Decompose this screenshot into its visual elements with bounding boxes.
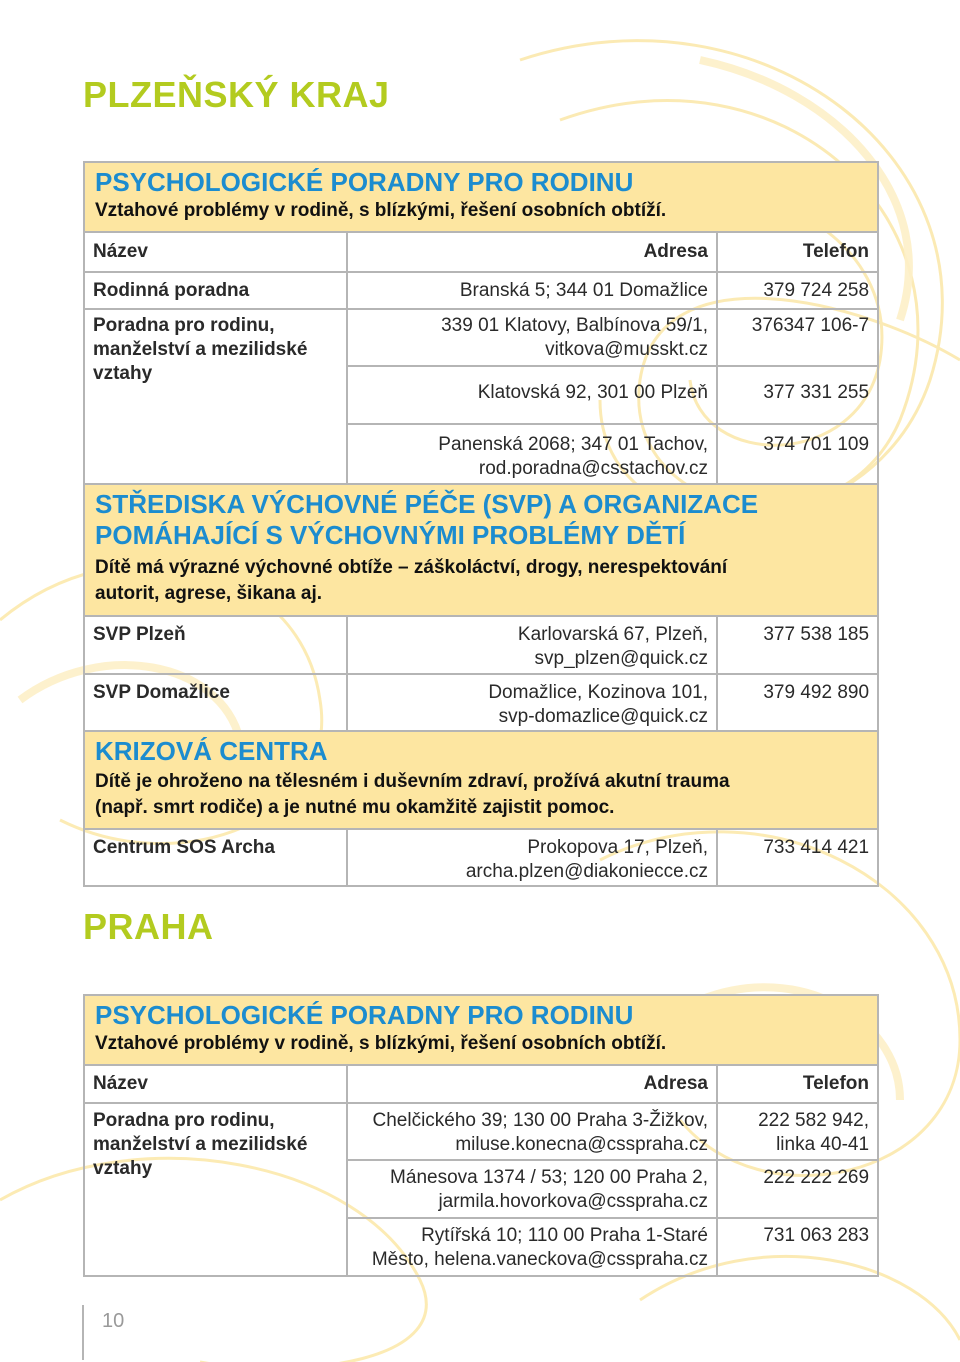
column-header-address: Adresa: [347, 1065, 717, 1103]
table-row: [84, 309, 878, 366]
address: Panenská 2068; 347 01 Tachov, rod.poradna@csstachov.cz: [347, 424, 717, 484]
column-header-phone: Telefon: [717, 1065, 878, 1103]
address: Chelčického 39; 130 00 Praha 3-Žižkov, miluse.konecna@csspraha.cz: [347, 1103, 717, 1160]
phone: 374 701 109: [717, 424, 878, 484]
section-subtitle: Dítě je ohroženo na tělesném i duševním zdraví, prožívá akutní trauma (např. smrt rodiče) a je nutné mu okamžitě zajistit pomoc.: [95, 771, 730, 818]
column-header-name: Název: [84, 232, 347, 272]
section-header-crisis: [84, 731, 878, 829]
page-number: 10: [102, 1310, 125, 1332]
organization-name: Centrum SOS Archa: [84, 829, 347, 886]
table-row: [84, 1103, 878, 1160]
phone: 379 492 890: [717, 674, 878, 731]
address: Prokopova 17, Plzeň, archa.plzen@diakoniecce.cz: [347, 829, 717, 886]
section-header-svp: [84, 484, 878, 616]
region-title-praha: PRAHA: [83, 906, 214, 947]
section-title: PSYCHOLOGICKÉ PORADNY PRO RODINU: [95, 167, 634, 197]
table-header-row: [84, 1065, 878, 1103]
organization-name: Poradna pro rodinu, manželství a mezilidské vztahy: [84, 1103, 347, 1276]
section-header-psych: [84, 995, 878, 1065]
plzen-directory-table: [83, 161, 879, 887]
page-number-rule: [82, 1305, 84, 1360]
column-header-name: Název: [84, 1065, 347, 1103]
phone: 376347 106-7: [717, 309, 878, 366]
address: Domažlice, Kozinova 101, svp-domazlice@quick.cz: [347, 674, 717, 731]
section-subtitle: Vztahové problémy v rodině, s blízkými, řešení osobních obtíží.: [95, 200, 667, 221]
address: Mánesova 1374 / 53; 120 00 Praha 2, jarmila.hovorkova@csspraha.cz: [347, 1160, 717, 1218]
section-title: STŘEDISKA VÝCHOVNÉ PÉČE (SVP) A ORGANIZACE POMÁHAJÍCÍ S VÝCHOVNÝMI PROBLÉMY DĚTÍ: [95, 489, 759, 550]
phone: 379 724 258: [717, 272, 878, 309]
table-header-row: [84, 232, 878, 272]
organization-name: SVP Domažlice: [84, 674, 347, 731]
phone: 731 063 283: [717, 1218, 878, 1276]
address: 339 01 Klatovy, Balbínova 59/1, vitkova@musskt.cz: [347, 309, 717, 366]
organization-name: Rodinná poradna: [84, 272, 347, 309]
organization-name: Poradna pro rodinu, manželství a mezilidské vztahy: [84, 309, 347, 484]
phone: 377 331 255: [717, 366, 878, 424]
address: Rytířská 10; 110 00 Praha 1-Staré Město, helena.vaneckova@csspraha.cz: [347, 1218, 717, 1276]
table-row: [84, 272, 878, 309]
address: Karlovarská 67, Plzeň, svp_plzen@quick.cz: [347, 616, 717, 674]
organization-name: SVP Plzeň: [84, 616, 347, 674]
phone: 222 582 942, linka 40-41: [717, 1103, 878, 1160]
praha-directory-table: [83, 994, 879, 1277]
address: Klatovská 92, 301 00 Plzeň: [347, 366, 717, 424]
phone: 733 414 421: [717, 829, 878, 886]
phone: 377 538 185: [717, 616, 878, 674]
column-header-phone: Telefon: [717, 232, 878, 272]
phone: 222 222 269: [717, 1160, 878, 1218]
section-title: PSYCHOLOGICKÉ PORADNY PRO RODINU: [95, 1000, 634, 1030]
address: Branská 5; 344 01 Domažlice: [347, 272, 717, 309]
section-subtitle: Vztahové problémy v rodině, s blízkými, řešení osobních obtíží.: [95, 1033, 667, 1054]
table-row: [84, 829, 878, 886]
column-header-address: Adresa: [347, 232, 717, 272]
section-header-psych: [84, 162, 878, 232]
section-subtitle: Dítě má výrazné výchovné obtíže – záškoláctví, drogy, nerespektování autorit, agrese, šikana aj.: [95, 557, 728, 604]
table-row: [84, 674, 878, 731]
section-title: KRIZOVÁ CENTRA: [95, 736, 328, 766]
table-row: [84, 616, 878, 674]
region-title-plzen: PLZEŇSKÝ KRAJ: [83, 74, 390, 115]
